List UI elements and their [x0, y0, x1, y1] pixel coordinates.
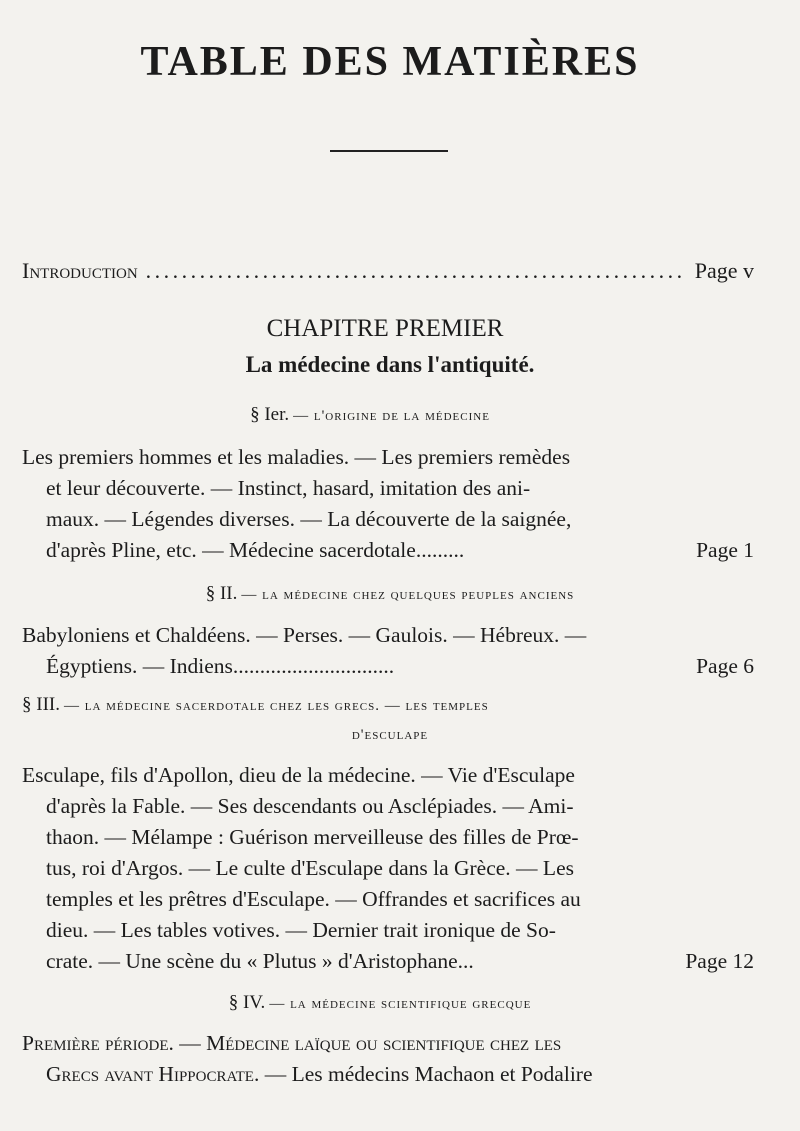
summary-line: et leur découverte. — Instinct, hasard, imitation des ani- — [46, 476, 531, 500]
summary-line — [22, 1028, 754, 1059]
section-heading-1 — [0, 404, 740, 426]
section-heading-3 — [22, 694, 754, 716]
title-rule — [330, 150, 448, 152]
chapter-heading: CHAPITRE PREMIER — [266, 315, 504, 342]
summary-line: Esculape, fils d'Apollon, dieu de la médecine. — Vie d'Esculape — [22, 763, 575, 787]
summary-line: temples et les prêtres d'Esculape. — Offrandes et sacrifices au — [46, 887, 581, 911]
section-title: — la médecine scientifique grecque — [269, 996, 532, 1012]
summary-line: d'après Pline, etc. — Médecine sacerdotale......... — [46, 538, 465, 562]
leader-dots — [146, 258, 687, 284]
summary-line: dieu. — Les tables votives. — Dernier trait ironique de So- — [46, 918, 556, 942]
summary-line: maux. — Légendes diverses. — La découverte de la saignée, — [46, 507, 572, 531]
section-title: — la médecine sacerdotale chez les grecs. — les temples — [63, 698, 489, 714]
summary-line: crate. — Une scène du « Plutus » d'Aristophane... — [46, 949, 474, 973]
summary-line: thaon. — Mélampe : Guérison merveilleuse des filles de Prœ- — [46, 825, 579, 849]
section-heading-2 — [0, 583, 780, 605]
summary-text: Première période. — Médecine laïque ou scientifique chez les — [22, 1031, 562, 1055]
section-title: — l'origine de la médecine — [293, 408, 490, 424]
section-number: § II. — [205, 583, 238, 604]
section-4-summary — [22, 1028, 754, 1090]
section-title-continued: d'esculape — [351, 727, 429, 743]
introduction-label: Introduction — [22, 258, 138, 283]
summary-line — [22, 1059, 754, 1090]
toc-entry-introduction — [22, 258, 754, 284]
page-title: TABLE DES MATIÈRES — [140, 39, 640, 85]
summary-line: d'après la Fable. — Ses descendants ou Asclépiades. — Ami- — [46, 794, 574, 818]
summary-line-last — [22, 946, 754, 977]
section-heading-4 — [0, 992, 760, 1014]
section-number: § III. — [22, 694, 60, 715]
summary-line: Babyloniens et Chaldéens. — Perses. — Gaulois. — Hébreux. — — [22, 623, 587, 647]
summary-line: Les premiers hommes et les maladies. — Les premiers remèdes — [22, 445, 571, 469]
summary-line: Égyptiens. — Indiens.............................. — [46, 654, 395, 678]
summary-line-last — [22, 535, 754, 566]
introduction-page: Page v — [694, 258, 754, 283]
summary-line: tus, roi d'Argos. — Le culte d'Esculape dans la Grèce. — Les — [46, 856, 574, 880]
section-1-summary — [22, 442, 754, 566]
section-3-summary — [22, 760, 754, 977]
section-number: § IV. — [228, 992, 266, 1013]
page-reference: Page 1 — [696, 538, 754, 562]
page-reference: Page 6 — [696, 654, 754, 678]
section-title: — la médecine chez quelques peuples anciens — [241, 587, 575, 603]
summary-text: — Les médecins Machaon et Podalire — [264, 1062, 593, 1086]
page-reference: Page 12 — [685, 949, 754, 973]
section-number: § Ier. — [250, 404, 290, 425]
summary-line-last — [22, 651, 754, 682]
section-2-summary — [22, 620, 754, 682]
chapter-subtitle: La médecine dans l'antiquité. — [245, 352, 535, 377]
summary-text: Grecs avant Hippocrate. — [46, 1062, 260, 1086]
section-heading-3-cont — [0, 726, 780, 744]
